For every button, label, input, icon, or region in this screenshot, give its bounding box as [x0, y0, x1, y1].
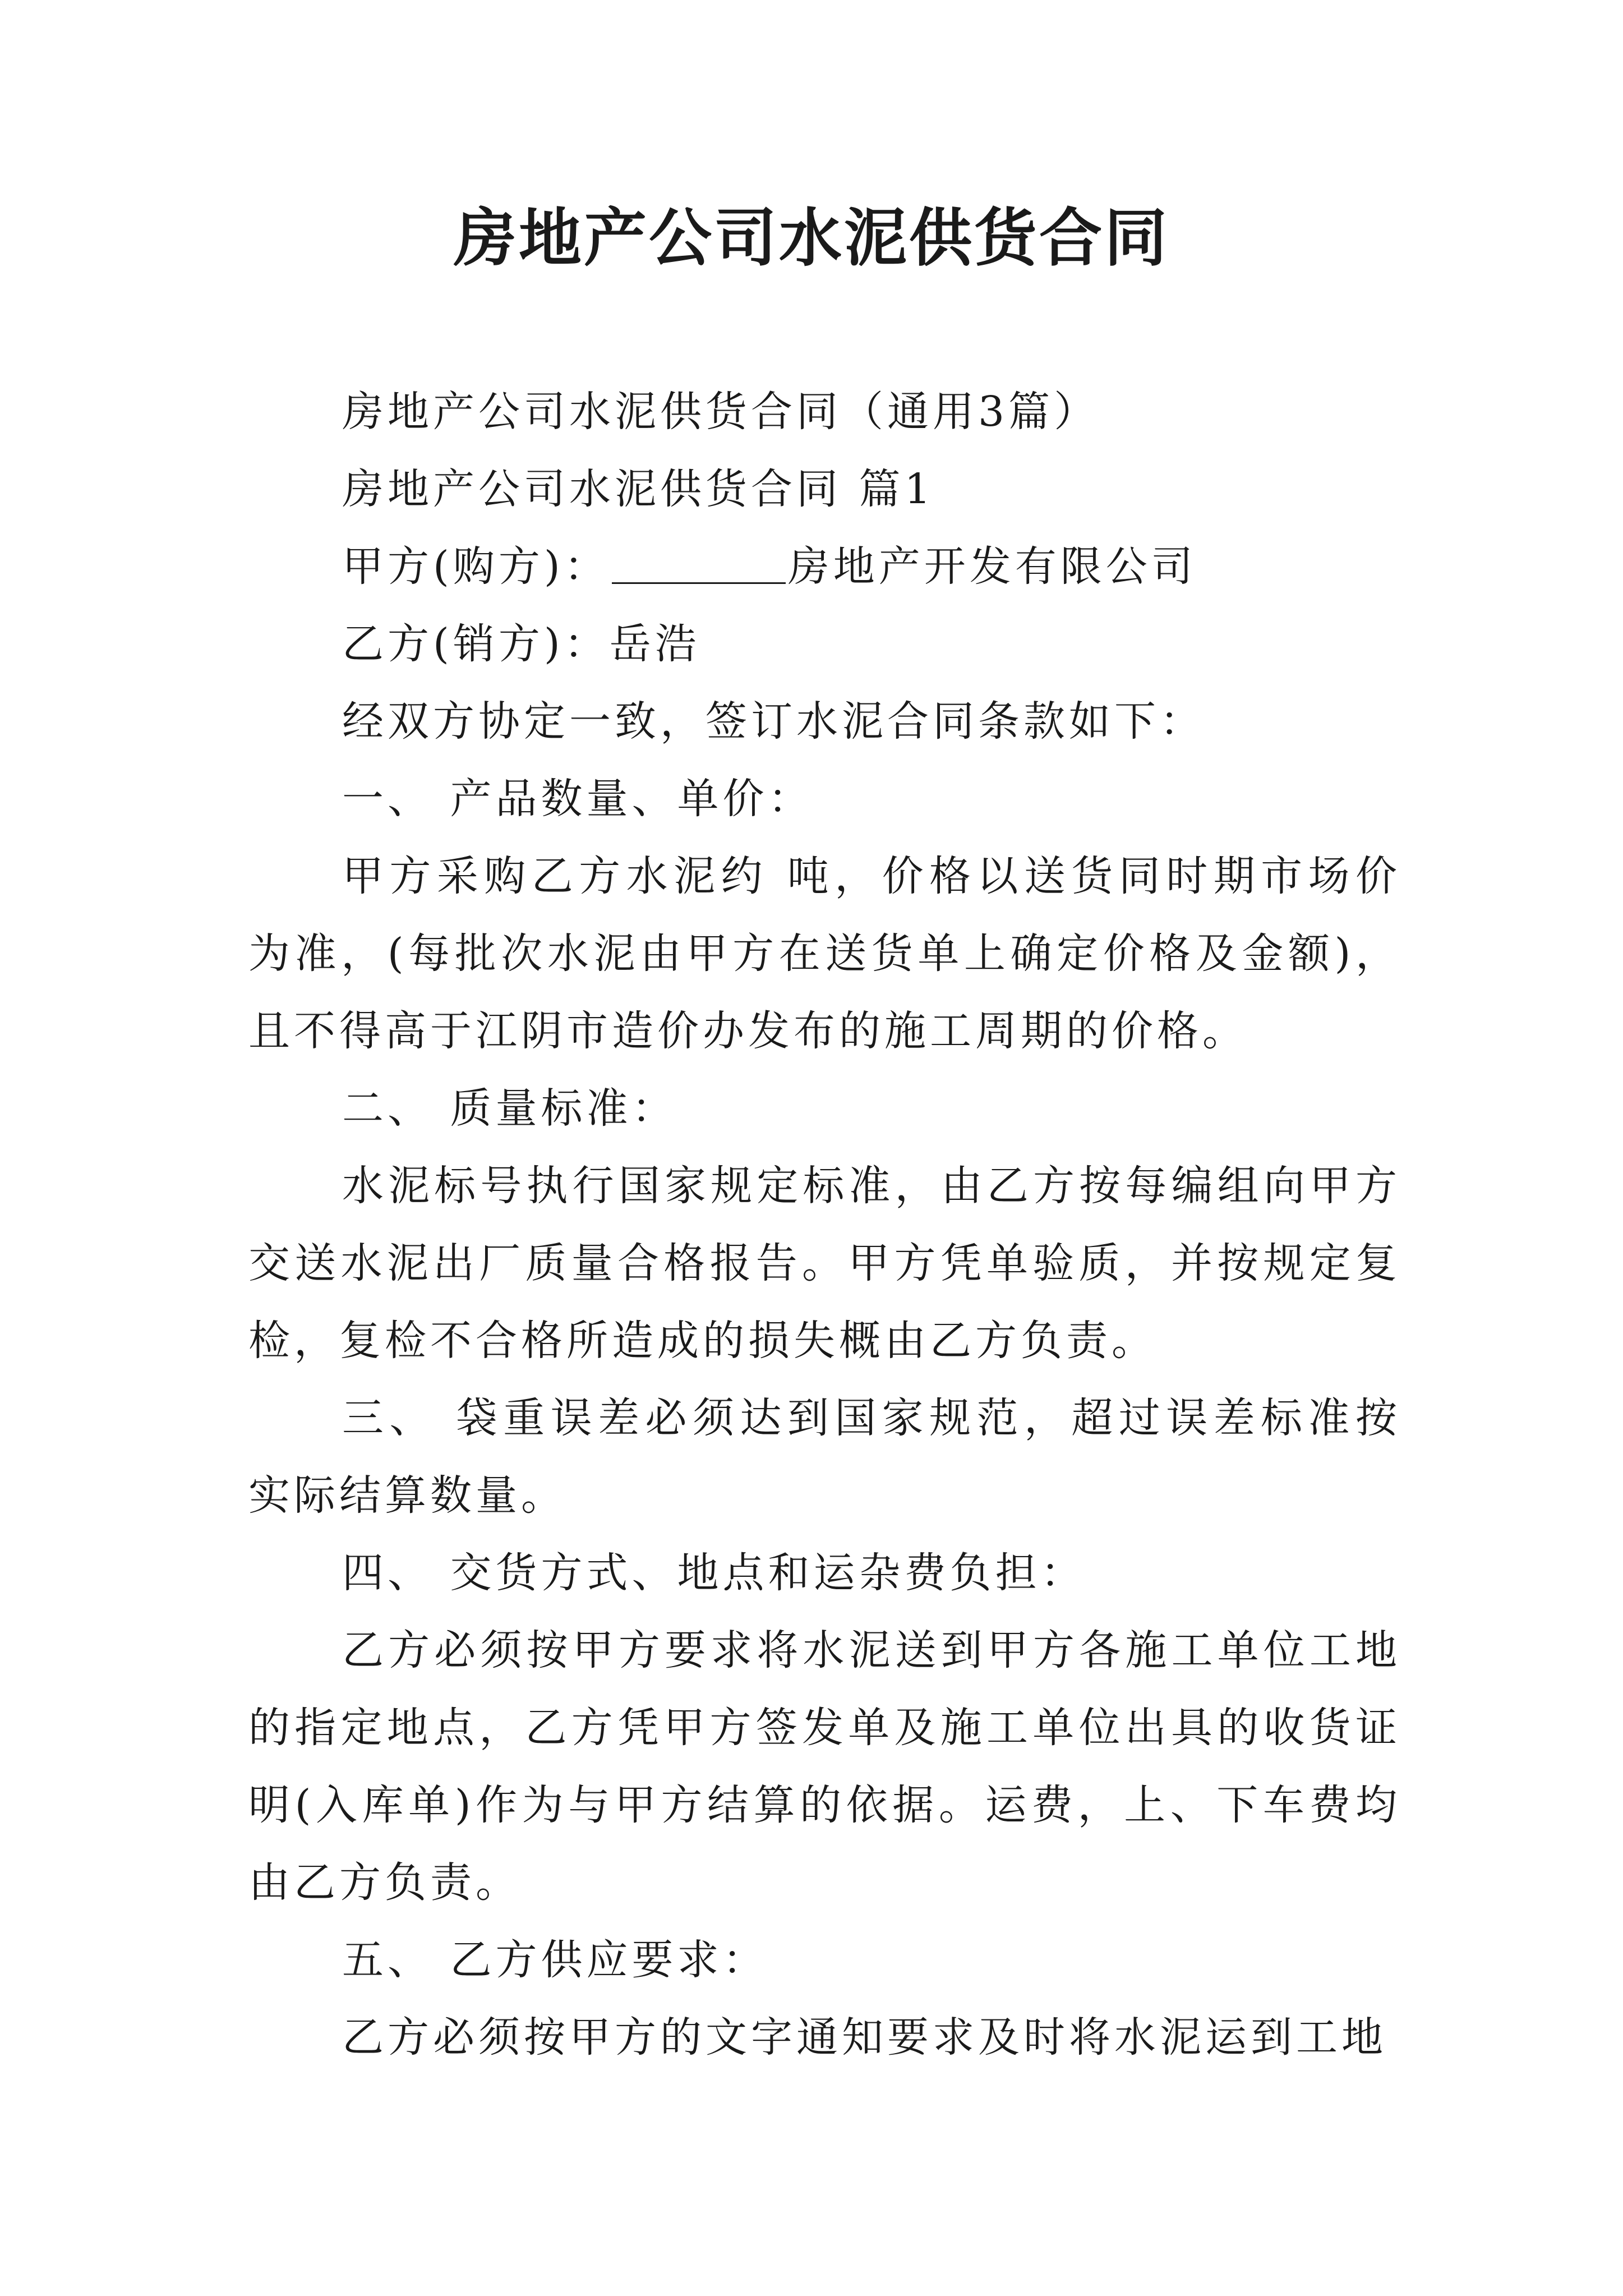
section-heading-2: 二、 质量标准： — [342, 1084, 677, 1133]
paragraph-subtitle: 房地产公司水泥供货合同（通用3篇） — [342, 388, 1100, 436]
paragraph-agreement-intro: 经双方协定一致，签订水泥合同条款如下： — [342, 697, 1205, 746]
document-title: 房地产公司水泥供货合同 — [454, 201, 1169, 275]
document-body — [248, 373, 1401, 2076]
section-body-1: 甲方采购乙方水泥约 吨，价格以送货同时期市场价为准，(每批次水泥由甲方在送货单上确定价格及金额)，且不得高于江阴市造价办发布的施工周期的价格。 — [248, 852, 1401, 1055]
paragraph-party-a — [248, 528, 1401, 605]
paragraph-party-b: 乙方(销方)：岳浩 — [342, 620, 700, 668]
section-heading-4: 四、 交货方式、地点和运杂费负担： — [342, 1549, 1086, 1597]
section-body-2: 水泥标号执行国家规定标准，由乙方按每编组向甲方交送水泥出厂质量合格报告。甲方凭单验质，并按规定复检，复检不合格所造成的损失概由乙方负责。 — [248, 1162, 1401, 1365]
section-heading-1: 一、 产品数量、单价： — [342, 775, 814, 823]
paragraph-part-heading: 房地产公司水泥供货合同 篇1 — [342, 465, 935, 513]
party-a-company: 房地产开发有限公司 — [787, 542, 1197, 591]
blank-underline — [612, 546, 786, 584]
section-body-5: 乙方必须按甲方的文字通知要求及时将水泥运到工地 — [342, 2013, 1387, 2062]
party-a-label: 甲方(购方)： — [342, 542, 610, 591]
section-body-4: 乙方必须按甲方要求将水泥送到甲方各施工单位工地的指定地点，乙方凭甲方签发单及施工单位出具的收货证明(入库单)作为与甲方结算的依据。运费，上、下车费均由乙方负责。 — [248, 1626, 1401, 1907]
section-body-3: 三、 袋重误差必须达到国家规范，超过误差标准按实际结算数量。 — [248, 1394, 1401, 1520]
section-heading-5: 五、 乙方供应要求： — [342, 1936, 768, 1984]
